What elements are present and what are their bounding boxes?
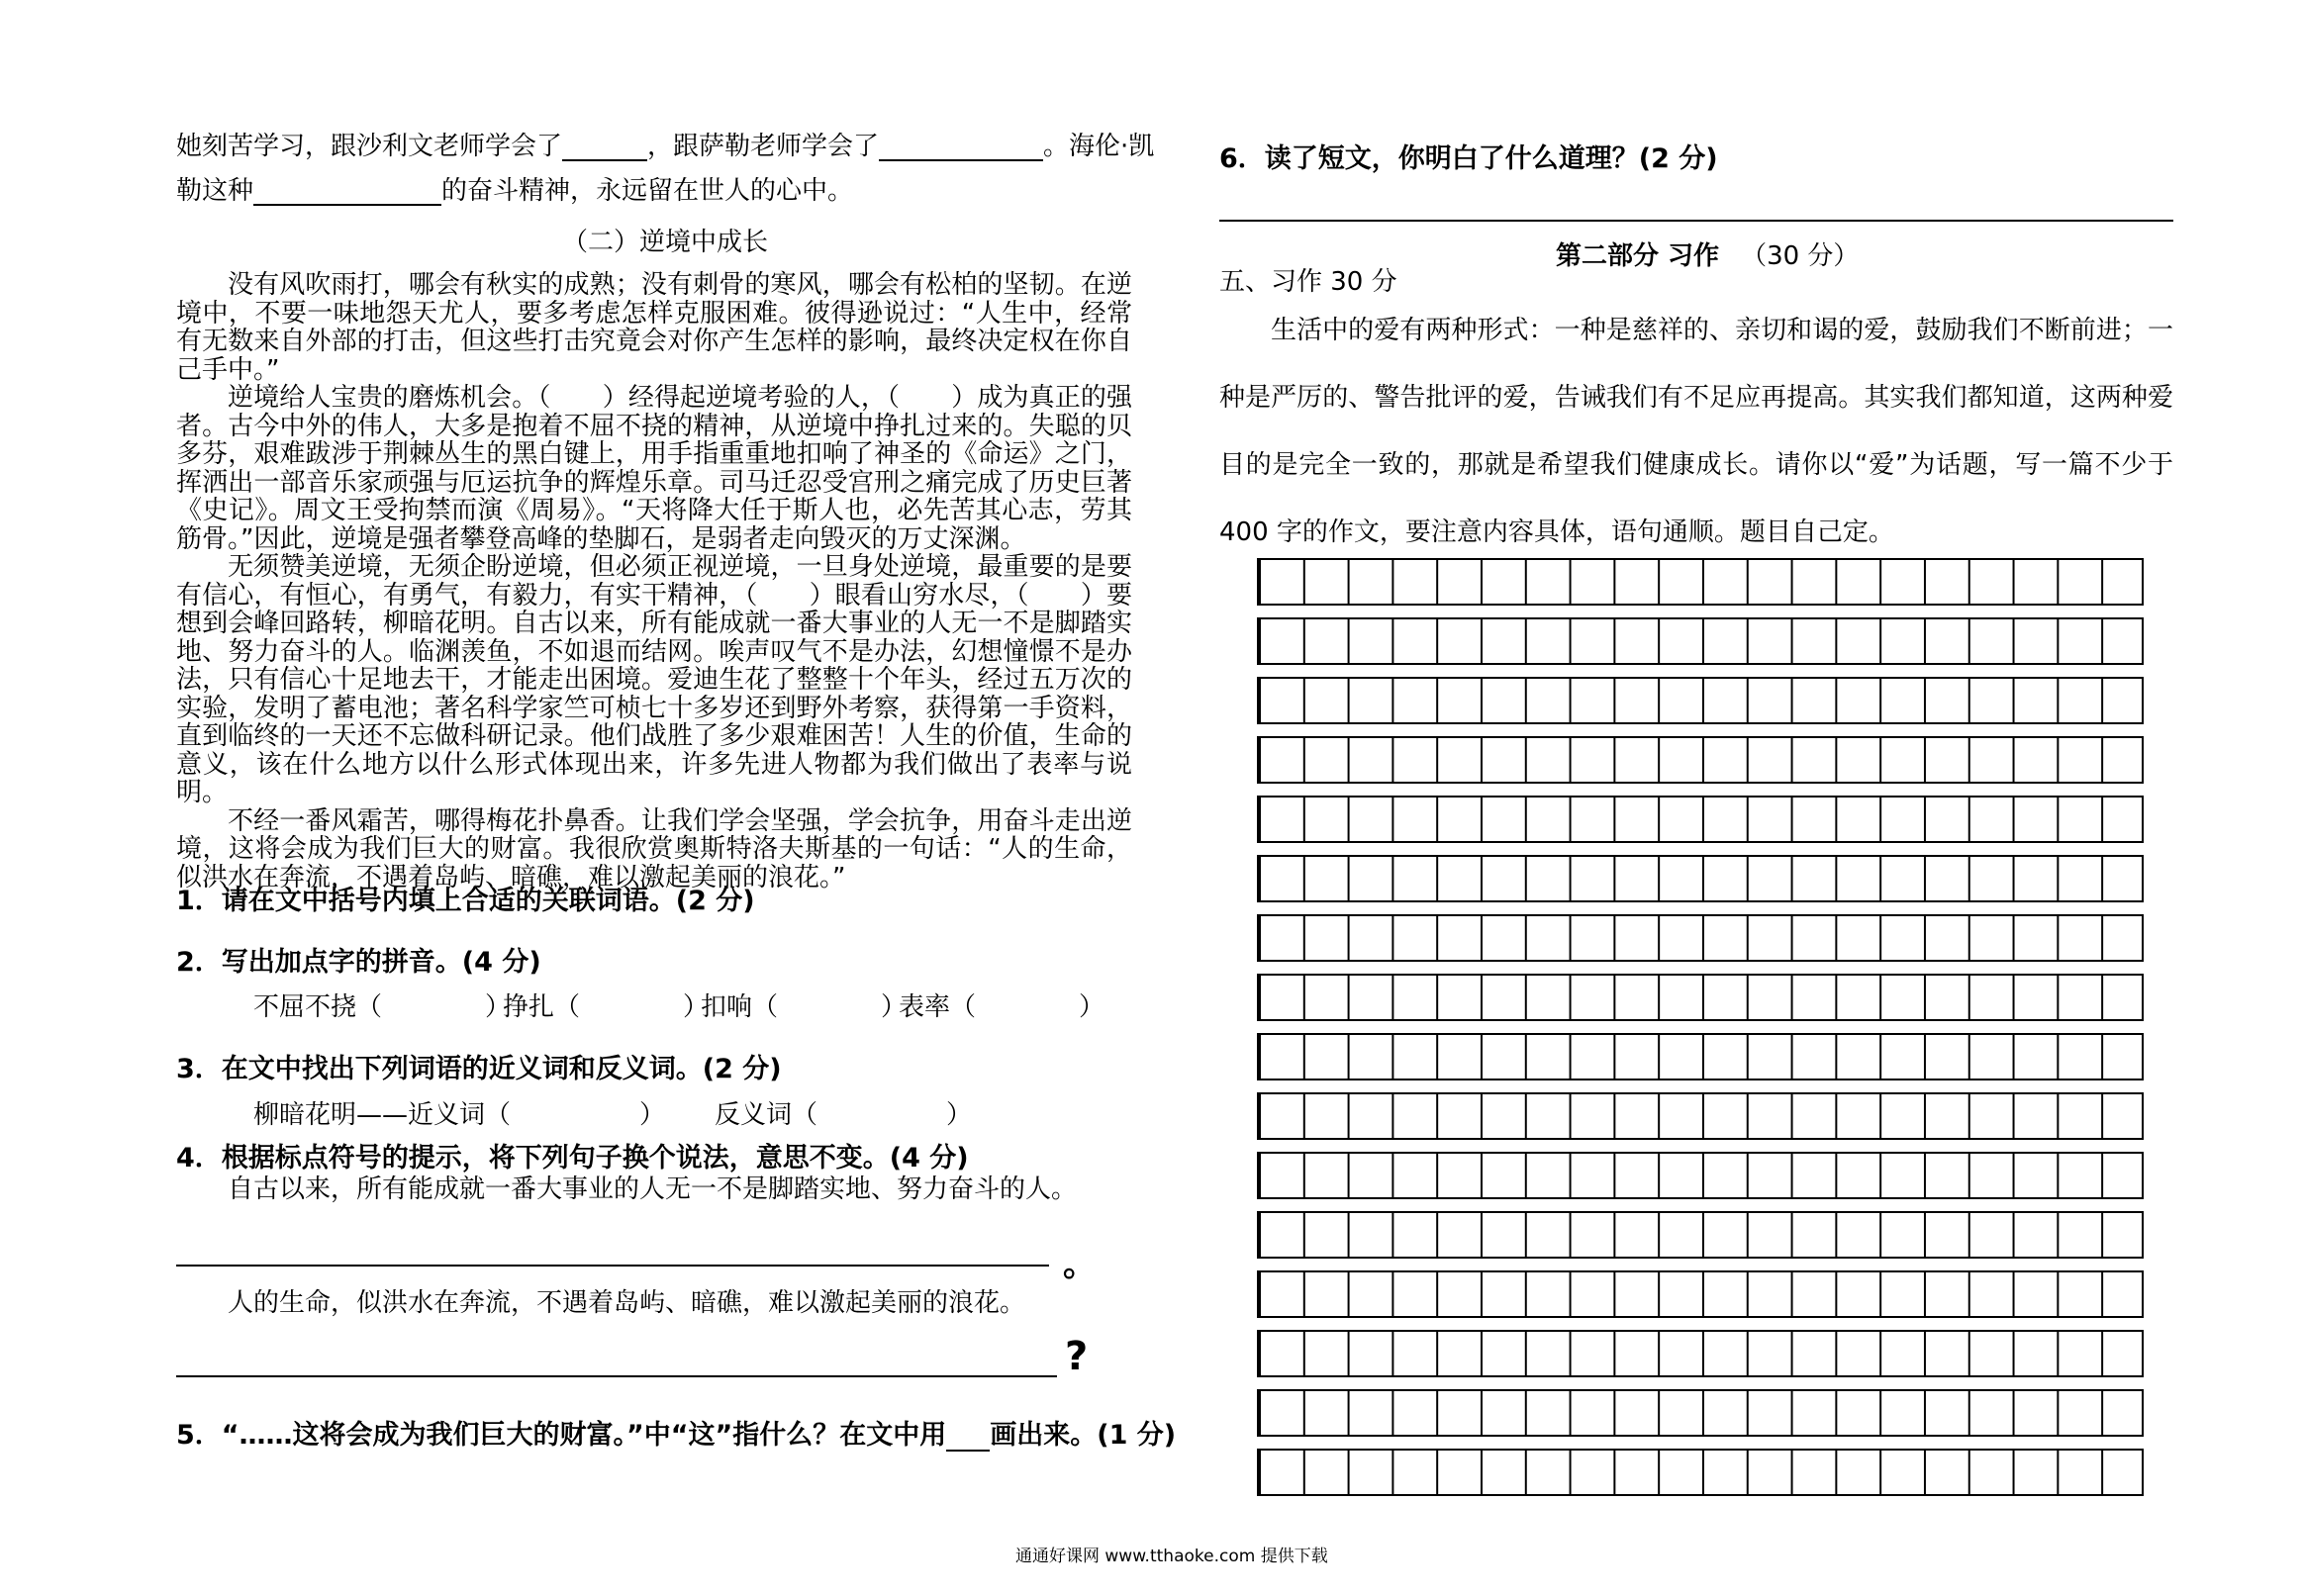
intro-text-e: 的奋斗精神，永远留在世人的心中。 [441,176,854,206]
grid-row[interactable] [1257,974,2144,1021]
q2-item-4: 表率（ ） [899,992,1105,1022]
grid-row[interactable] [1257,1330,2144,1377]
fill-blank-3[interactable] [253,178,441,206]
passage-paragraph-4: 不经一番风霜苦，哪得梅花扑鼻香。让我们学会坚强，学会抗争，用奋斗走出逆境，这将会成为我们巨大的财富。我很欣赏奥斯特洛夫斯基的一句话：“人的生命，似洪水在奔流，不遇着岛屿、暗礁，难以激起美丽的浪花。” [176,805,1132,892]
grid-row[interactable] [1257,855,2144,902]
q5-text-a: 5．“……这将会成为我们巨大的财富。”中“这”指什么？在文中用 [176,1420,947,1451]
q4-sentence-1: 自古以来，所有能成就一番大事业的人无一不是脚踏实地、努力奋斗的人。 [228,1174,1078,1204]
fill-blank-2[interactable] [879,134,1043,161]
q5-text-b: 画出来。(1 分) [990,1420,1177,1451]
q4-answer-line-2[interactable] [176,1375,1057,1377]
intro-text-d: 勒这种 [176,176,254,206]
intro-text-c: 。海伦·凯 [1043,132,1155,161]
grid-row[interactable] [1257,736,2144,784]
fill-blank-1[interactable] [562,134,647,161]
question-5 [176,1413,1176,1452]
intro-text-a: 她刻苦学习，跟沙利文老师学会了 [176,132,563,161]
q5-underline-sample [946,1424,990,1452]
grid-row[interactable] [1257,558,2144,606]
question-3: 3．在文中找出下列词语的近义词和反义词。(2 分) [176,1054,782,1084]
essay-prompt: 生活中的爱有两种形式：一种是慈祥的、亲切和谒的爱，鼓励我们不断前进；一种是严厉的、警告批评的爱，告诫我们有不足应再提高。其实我们都知道，这两种爱目的是完全一致的，那就是希望我们健康成长。请你以“爱”为话题，写一篇不少于 400 字的作文，要注意内容具体，语句通顺。题目自己定。 [1219,316,2173,547]
q3-antonym: 反义词（ ） [715,1100,973,1130]
grid-row[interactable] [1257,1270,2144,1318]
intro-line-1 [176,132,1154,161]
q2-item-2: 挣扎（ ） [503,992,710,1022]
question-4: 4．根据标点符号的提示，将下列句子换个说法，意思不变。(4 分) [176,1143,969,1174]
section-five: 五、习作 30 分 [1219,267,1397,297]
q2-item-3: 扣响（ ） [701,992,908,1022]
part-two-heading [1556,235,1859,272]
passage [176,271,1132,892]
grid-row[interactable] [1257,1092,2144,1140]
grid-row[interactable] [1257,914,2144,962]
grid-row[interactable] [1257,1449,2144,1496]
intro-text-b: ，跟萨勒老师学会了 [647,132,880,161]
grid-row[interactable] [1257,796,2144,843]
passage-paragraph-1: 没有风吹雨打，哪会有秋实的成熟；没有刺骨的寒风，哪会有松柏的坚韧。在逆境中，不要一味地怨天尤人，要多考虑怎样克服困难。彼得逊说过：“人生中，经常有无数来自外部的打击，但这些打击究竟会对你产生怎样的影响，最终决定权在你自己手中。” [176,270,1132,385]
q4-sentence-2: 人的生命，似洪水在奔流，不遇着岛屿、暗礁，难以激起美丽的浪花。 [228,1288,1026,1318]
passage-paragraph-2: 逆境给人宝贵的磨炼机会。（ ）经得起逆境考验的人，（ ）成为真正的强者。古今中外的伟人，大多是抱着不屈不挠的精神，从逆境中挣扎过来的。失聪的贝多芬，艰难跋涉于荆棘丛生的黑白键上，用手指重重地扣响了神圣的《命运》之门，挥洒出一部音乐家顽强与厄运抗争的辉煌乐章。司马迁忍受宫刑之痛完成了历史巨著《史记》。周文王受拘禁而演《周易》。“天将降大任于斯人也，必先苦其心志，劳其筋骨。”因此，逆境是强者攀登高峰的垫脚石，是弱者走向毁灭的万丈深渊。 [176,383,1132,554]
grid-row[interactable] [1257,1389,2144,1437]
grid-row[interactable] [1257,1033,2144,1080]
question-2: 2．写出加点字的拼音。(4 分) [176,947,541,978]
grid-row[interactable] [1257,617,2144,665]
q3-synonym: 柳暗花明——近义词（ ） [253,1100,666,1130]
intro-line-2 [176,176,853,206]
q6-answer-line[interactable] [1219,220,2173,222]
part-two-score: （30 分） [1741,241,1860,271]
part-two-title: 第二部分 习作 [1556,241,1720,271]
grid-row[interactable] [1257,1211,2144,1259]
q4-end-mark-2: ? [1065,1334,1089,1379]
question-6: 6．读了短文，你明白了什么道理？(2 分) [1219,143,1718,174]
grid-row[interactable] [1257,677,2144,724]
q2-item-1: 不屈不挠（ ） [253,992,512,1022]
q4-end-mark-1: 。 [1063,1245,1097,1284]
passage-paragraph-3: 无须赞美逆境，无须企盼逆境，但必须正视逆境，一旦身处逆境，最重要的是要有信心，有恒心，有勇气，有毅力，有实干精神，（ ）眼看山穷水尽，（ ）要想到会峰回路转，柳暗花明。自古以来，所有能成就一番大事业的人无一不是脚踏实地、努力奋斗的人。临渊羡鱼，不如退而结网。唉声叹气不是办法，幻想憧憬不是办法，只有信心十足地去干，才能走出困境。爱迪生花了整整十个年头，经过五万次的实验，发明了蓄电池；著名科学家竺可桢七十多岁还到野外考察，获得第一手资料，直到临终的一天还不忘做科研记录。他们战胜了多少艰难困苦！人生的价值，生命的意义，该在什么地方以什么形式体现出来，许多先进人物都为我们做出了表率与说明。 [176,552,1132,807]
grid-row[interactable] [1257,1152,2144,1199]
question-1: 1．请在文中括号内填上合适的关联词语。(2 分) [176,886,755,916]
footer-credit: 通通好课网 www.tthaoke.com 提供下载 [1015,1547,1328,1566]
section-title: （二）逆境中成长 [562,228,769,257]
q4-answer-line-1[interactable] [176,1265,1049,1267]
